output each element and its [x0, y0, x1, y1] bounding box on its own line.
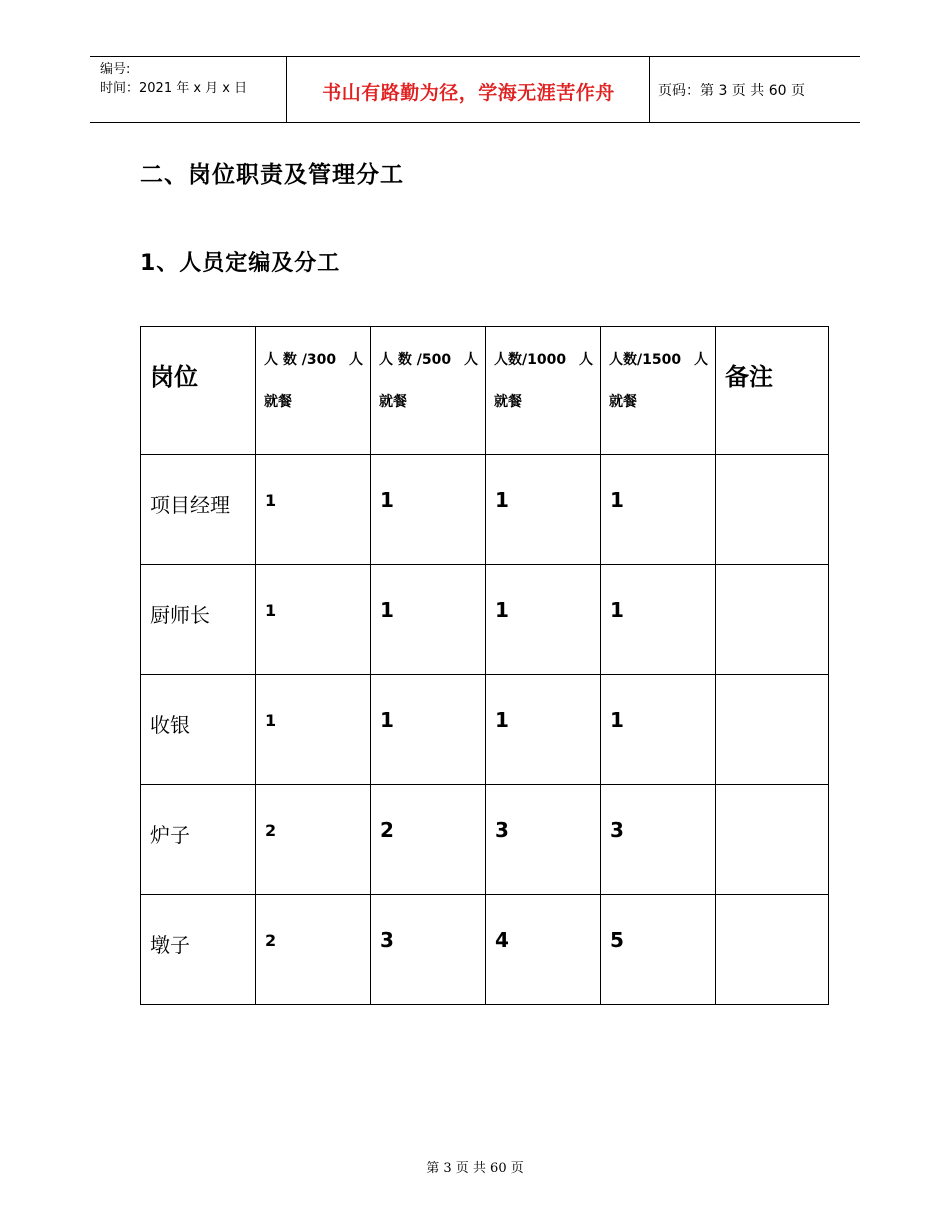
- cell-300: [256, 675, 371, 785]
- post-name: 厨师长: [150, 603, 210, 627]
- cell-post: [141, 455, 256, 565]
- cell-1000: [486, 675, 601, 785]
- header-1000-unit: 人: [579, 352, 593, 368]
- count-500: 1: [380, 598, 394, 622]
- cell-500: [371, 785, 486, 895]
- note-text: [716, 785, 828, 818]
- count-300: 2: [265, 821, 277, 840]
- table-row: [141, 675, 829, 785]
- cell-500: [371, 455, 486, 565]
- cell-post: [141, 565, 256, 675]
- cell-1000: [486, 895, 601, 1005]
- cell-1500: [601, 455, 716, 565]
- count-1500: 1: [610, 598, 624, 622]
- count-1500: 3: [610, 818, 624, 842]
- cell-1500: [601, 565, 716, 675]
- cell-note: [716, 675, 829, 785]
- header-1000-label: 人数/1000: [494, 352, 567, 368]
- header-cell-note: [716, 327, 829, 455]
- cell-500: [371, 565, 486, 675]
- header-top-rule: [90, 56, 860, 57]
- cell-1500: [601, 675, 716, 785]
- count-1500: 1: [610, 708, 624, 732]
- count-1000: 1: [495, 488, 509, 512]
- section-heading: 二、岗位职责及管理分工: [140, 162, 404, 188]
- cell-300: [256, 565, 371, 675]
- cell-500: [371, 895, 486, 1005]
- cell-300: [256, 785, 371, 895]
- header-500-meal: 就餐: [379, 394, 407, 410]
- cell-1500: [601, 895, 716, 1005]
- table-row: [141, 895, 829, 1005]
- post-name: 炉子: [150, 823, 190, 847]
- count-300: 1: [265, 491, 277, 510]
- header-500-label: 人 数 /500: [379, 352, 452, 368]
- subsection-heading: 1、人员定编及分工: [140, 251, 341, 276]
- cell-post: [141, 675, 256, 785]
- cell-1500: [601, 785, 716, 895]
- cell-note: [716, 455, 829, 565]
- count-500: 2: [380, 818, 394, 842]
- header-300-label: 人 数 /300: [264, 352, 337, 368]
- header-meta: [100, 60, 247, 98]
- staffing-table: [140, 326, 829, 1005]
- cell-300: [256, 895, 371, 1005]
- count-1500: 5: [610, 928, 624, 952]
- cell-post: [141, 785, 256, 895]
- cell-1000: [486, 785, 601, 895]
- count-300: 1: [265, 711, 277, 730]
- table-row: [141, 565, 829, 675]
- count-500: 1: [380, 488, 394, 512]
- note-text: [716, 455, 828, 488]
- header-1000-meal: 就餐: [494, 394, 522, 410]
- post-name: 墩子: [150, 933, 190, 957]
- count-300: 2: [265, 931, 277, 950]
- footer-page-number: 第 3 页 共 60 页: [426, 1161, 524, 1176]
- count-500: 3: [380, 928, 394, 952]
- note-text: [716, 565, 828, 598]
- header-300-unit: 人: [349, 352, 363, 368]
- document-number-label: 编号:: [100, 62, 131, 77]
- header-1500-meal: 就餐: [609, 394, 637, 410]
- count-300: 1: [265, 601, 277, 620]
- post-name: 收银: [150, 713, 190, 737]
- table-header-row: [141, 327, 829, 455]
- header-cell-300: [256, 327, 371, 455]
- header-cell-1000: [486, 327, 601, 455]
- cell-note: [716, 565, 829, 675]
- table-row: [141, 455, 829, 565]
- header-1500-unit: 人: [694, 352, 708, 368]
- note-text: [716, 895, 828, 928]
- count-1000: 4: [495, 928, 509, 952]
- count-500: 1: [380, 708, 394, 732]
- table-row: [141, 785, 829, 895]
- header-motto: 书山有路勤为径，学海无涯苦作舟: [322, 82, 615, 104]
- header-page-number: 页码：第 3 页 共 60 页: [658, 83, 805, 99]
- header-cell-post: [141, 327, 256, 455]
- header-post-label: 岗位: [150, 363, 198, 391]
- header-note-label: 备注: [725, 363, 773, 391]
- header-cell-1500: [601, 327, 716, 455]
- header-300-meal: 就餐: [264, 394, 292, 410]
- cell-note: [716, 895, 829, 1005]
- header-500-unit: 人: [464, 352, 478, 368]
- cell-note: [716, 785, 829, 895]
- count-1500: 1: [610, 488, 624, 512]
- post-name: 项目经理: [150, 493, 230, 517]
- header-bottom-rule: [90, 122, 860, 123]
- cell-post: [141, 895, 256, 1005]
- header-1500-label: 人数/1500: [609, 352, 682, 368]
- note-text: [716, 675, 828, 708]
- document-date: 时间：2021 年 x 月 x 日: [100, 81, 248, 96]
- count-1000: 1: [495, 708, 509, 732]
- count-1000: 1: [495, 598, 509, 622]
- cell-300: [256, 455, 371, 565]
- header-cell-500: [371, 327, 486, 455]
- cell-1000: [486, 455, 601, 565]
- count-1000: 3: [495, 818, 509, 842]
- cell-1000: [486, 565, 601, 675]
- cell-500: [371, 675, 486, 785]
